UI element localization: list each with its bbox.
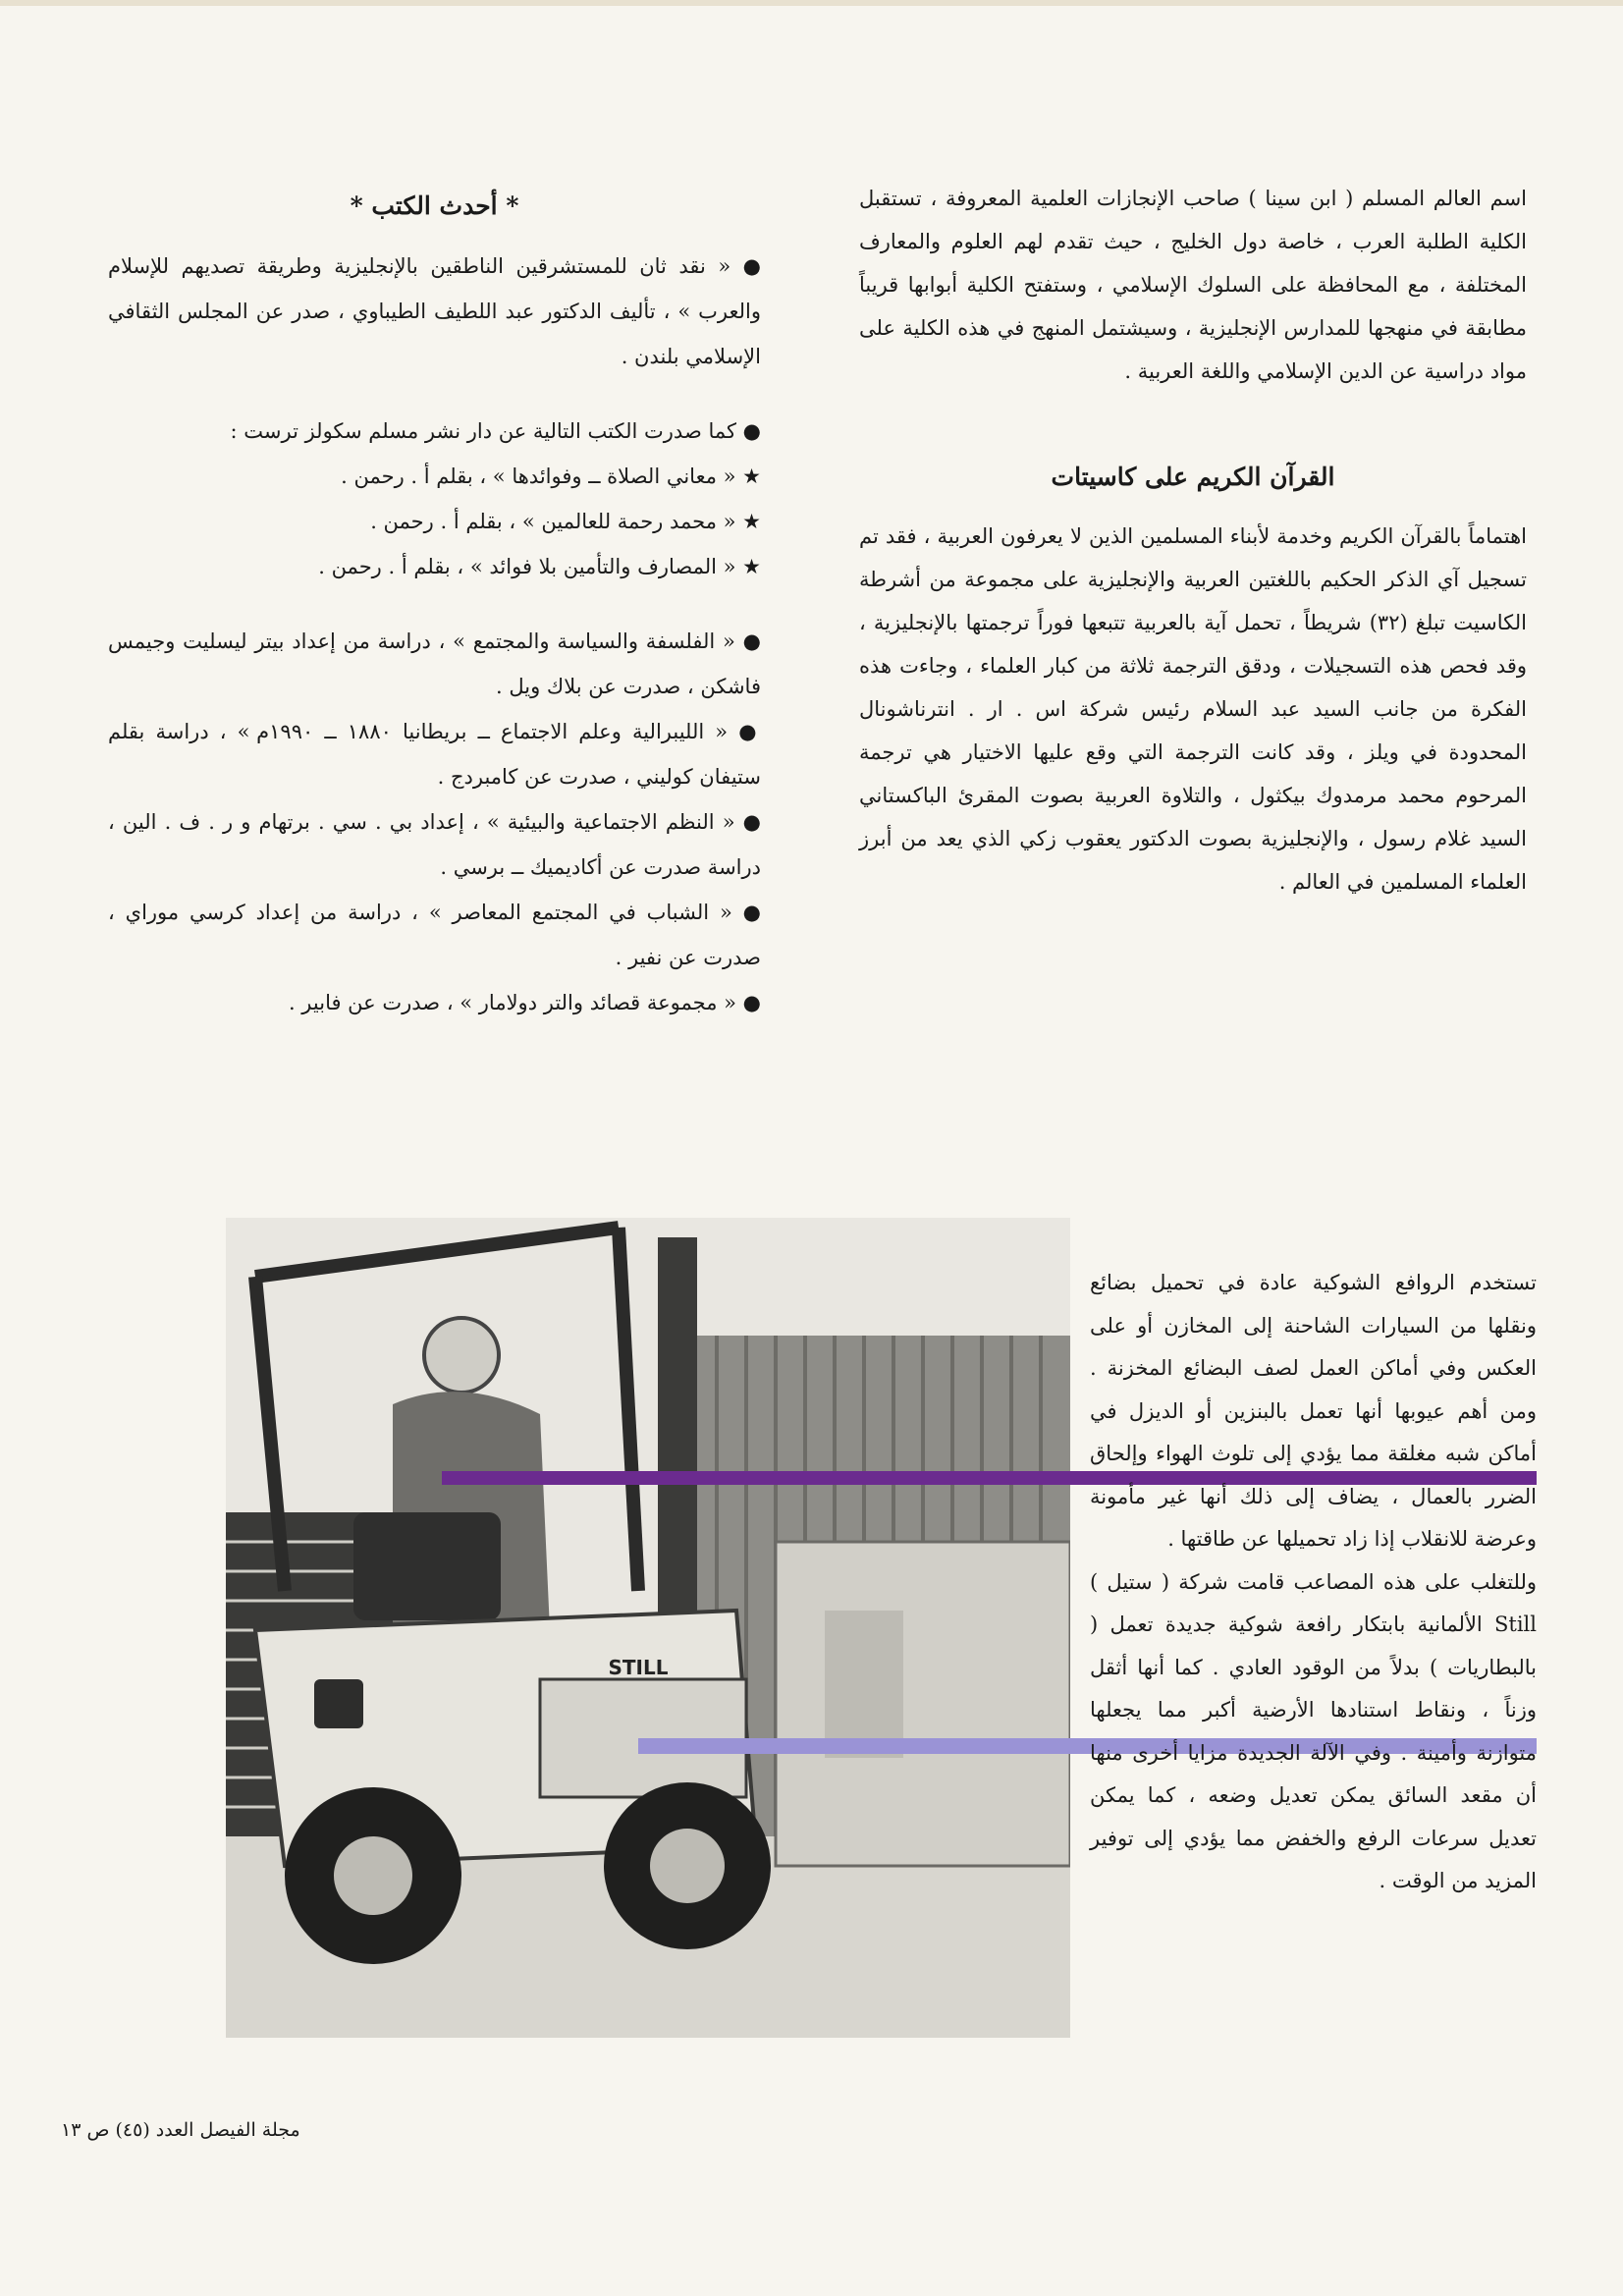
latest-books-heading: * أحدث الكتب * xyxy=(350,191,519,220)
quran-paragraph: اهتماماً بالقرآن الكريم وخدمة لأبناء المسلمين الذين لا يعرفون العربية ، فقد تم تسجيل آي الذكر الحكيم باللغتين العربية والإنجليزية على مجموعة من أشرطة الكاسيت تبلغ (٣٢) شريطاً ، تحمل آية بالعربية تتبعها فوراً ترجمتها بالإنجليزية ، وقد فحص هذه التسجيلات ، ودقق الترجمة ثلاثة من كبار العلماء ، وجاءت هذه الفكرة من جانب السيد عبد السلام رئيس شركة اس . ار . انترناشونال المحدودة في ويلز ، وقد كانت الترجمة التي وقع عليها الاختيار هي ترجمة المرحوم محمد مرمدوك بيكثول ، والتلاوة العربية بصوت المقرئ الباكستاني السيد غلام رسول ، والإنجليزية بصوت الدكتور يعقوب زكي الذي يعد من أبرز العلماء المسلمين في العالم . xyxy=(859,524,1528,894)
forklift-photo xyxy=(226,1218,1070,2038)
caption-paragraph: وللتغلب على هذه المصاعب قامت شركة ( ستيل ) Still الألمانية بابتكار رافعة شوكية جديدة تعمل ( بالبطاريات ) بدلاً من الوقود العادي . كما أنها أثقل وزناً ، ونقاط استنادها الأرضية أكبر مما يجعلها متوازنة وأمينة . وفي الآلة الجديدة مزايا أخرى منها أن مقعد السائق يمكن تعديل وضعه ، كما يمكن تعديل سرعات الرفع والخفض مما يؤدي إلى توفير المزيد من الوقت . xyxy=(1090,1569,1537,1892)
page-footer: مجلة الفيصل العدد (٤٥) ص ١٣ xyxy=(61,2119,300,2141)
book-item: ● « الفلسفة والسياسة والمجتمع » ، دراسة من إعداد بيتر ليسليت وجيمس فاشكن ، صدرت عن بلاك ويل . xyxy=(108,629,761,698)
book-item: ● « الشباب في المجتمع المعاصر » ، دراسة من إعداد كرسي موراي ، صدرت عن نفير . xyxy=(108,901,761,969)
forklift-brand-label: STILL xyxy=(608,1656,669,1679)
caption-paragraph: تستخدم الروافع الشوكية عادة في تحميل بضائع ونقلها من السيارات الشاحنة إلى المخازن أو على العكس وفي أماكن العمل لصف البضائع المخزنة . ومن أهم عيوبها أنها تعمل بالبنزين أو الديزل في أماكن شبه مغلقة مما يؤدي إلى تلوث الهواء وإلحاق الضرر بالعمال ، يضاف إلى ذلك أنها غير مأمونة وعرضة للانقلاب إذا زاد تحميلها عن طاقتها . xyxy=(1090,1271,1537,1551)
intro-paragraph: اسم العالم المسلم ( ابن سينا ) صاحب الإنجازات العلمية المعروفة ، تستقبل الكلية الطلبة العرب ، خاصة دول الخليج ، حيث تقدم لهم العلوم والمعارف المختلفة ، مع المحافظة على السلوك الإسلامي ، وستفتح الكلية أبوابها قريباً مطابقة في منهجها للمدارس الإنجليزية ، وسيشتمل المنهج في هذه الكلية على مواد دراسية عن الدين الإسلامي واللغة العربية . xyxy=(859,187,1527,383)
page-top-edge xyxy=(0,0,1623,6)
book-subitem: ★ « محمد رحمة للعالمين » ، بقلم أ . رحمن . xyxy=(370,510,761,533)
book-item: ● كما صدرت الكتب التالية عن دار نشر مسلم سكولز ترست : xyxy=(230,419,761,443)
forklift-illustration xyxy=(226,1218,1070,2038)
book-subitem: ★ « المصارف والتأمين بلا فوائد » ، بقلم أ . رحمن . xyxy=(318,555,761,578)
book-item: ● « نقد ثان للمستشرقين الناطقين بالإنجليزية وطريقة تصديهم للإسلام والعرب » ، تأليف الدكتور عبد اللطيف الطيباوي ، صدر عن المجلس الثقافي الإسلامي بلندن . xyxy=(108,254,761,368)
photo-caption xyxy=(1090,1262,1537,1903)
book-subitem: ★ « معاني الصلاة ــ وفوائدها » ، بقلم أ . رحمن . xyxy=(341,465,761,488)
book-item: ● « الليبرالية وعلم الاجتماع ــ بريطانيا ١٨٨٠ ــ ١٩٩٠م » ، دراسة بقلم ستيفان كوليني ، صدرت عن كامبردج . xyxy=(108,720,761,789)
book-item: ● « مجموعة قصائد والتر دولامار » ، صدرت عن فابير . xyxy=(288,991,761,1014)
book-item: ● « النظم الاجتماعية والبيئية » ، إعداد بي . سي . برتهام و ر . ف . الين ، دراسة صدرت عن أكاديميك ــ برسي . xyxy=(108,810,761,879)
right-column xyxy=(859,177,1527,903)
quran-cassettes-heading: القرآن الكريم على كاسيتات xyxy=(1051,463,1335,491)
latest-books-column xyxy=(108,187,761,1025)
